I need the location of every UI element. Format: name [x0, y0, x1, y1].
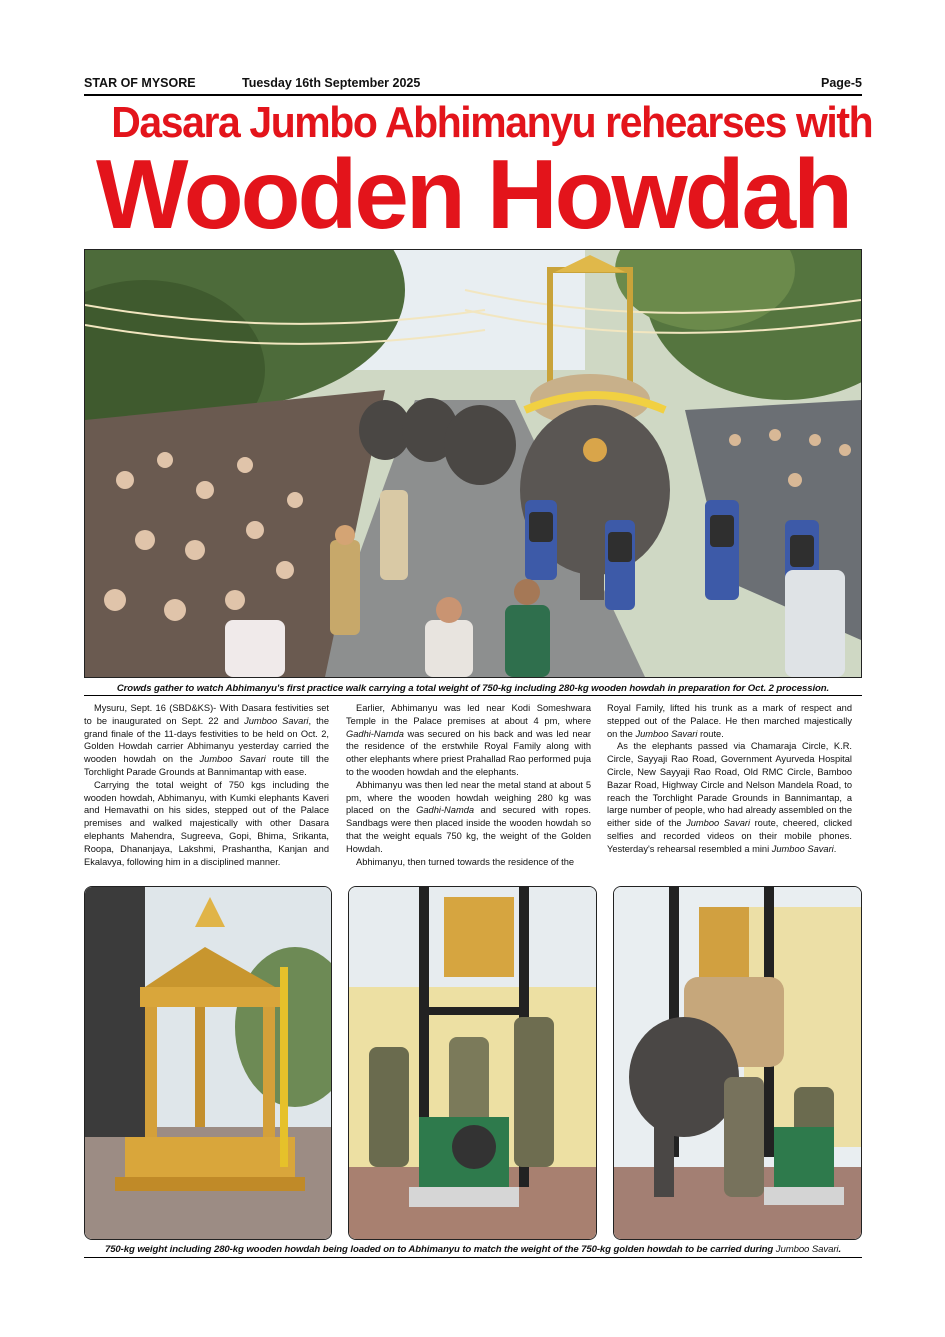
- bottom-photos-caption: [84, 1244, 862, 1255]
- article-column-1: [84, 702, 329, 868]
- caption-rule: [84, 695, 862, 696]
- article-paragraph: [84, 702, 329, 779]
- caption-text: 750-kg weight including 280-kg wooden howdah being loaded on to Abhimanyu to match the weight of the 750-kg golden howdah to be carried during: [104, 1244, 776, 1255]
- page-number: Page-5: [821, 76, 862, 90]
- article-column-3: [607, 702, 852, 856]
- article-paragraph: [607, 702, 852, 740]
- article-paragraph: Carrying the total weight of 750 kgs including the wooden howdah, Abhimanyu, with Kumki elephants Kaveri and Hemavathi on his sides, stepped out of the Palace premises and walked majestically with other Dasara elephants Mahendra, Sugreeva, Gopi, Bhima, Srikanta, Roopa, Dhananjaya, Lakshmi, Prashantha, Kanjan and Ekalavya, following him in a disciplined manner.: [84, 779, 329, 867]
- photo-crane-winch: [348, 886, 597, 1240]
- text-run: and secured with ropes. Sandbags were then placed inside the wooden howdah so that the weight equals 750 kg, the weight of the Golden Howdah.: [346, 805, 591, 854]
- main-photo-elephant-procession: [84, 249, 862, 678]
- text-run: was secured on his back and was led near the residence of the erstwhile Royal Family along with other elephants where priest Prahallad Rao performed puja to the wooden howdah and the elephants.: [346, 728, 591, 777]
- article-paragraph: Abhimanyu, then turned towards the residence of the: [356, 856, 575, 867]
- text-run-italic: Jumboo Savari: [635, 728, 698, 739]
- article-column-2: [346, 702, 591, 868]
- text-run: Mysuru, Sept. 16 (SBD&KS)- With Dasara festivities set to be inaugurated on Sept. 22 and: [84, 703, 329, 726]
- text-run-italic: Jumboo Savari: [686, 818, 751, 829]
- photo-wooden-howdah: [84, 886, 332, 1240]
- page-header: [84, 74, 862, 92]
- article-body: [84, 702, 862, 882]
- text-run-italic: Gadhi-Namda: [346, 728, 404, 739]
- bottom-rule: [84, 1257, 862, 1258]
- text-run-italic: Gadhi-Namda: [416, 805, 475, 816]
- headline-line-1: Dasara Jumbo Abhimanyu rehearses with: [111, 98, 873, 147]
- issue-date: Tuesday 16th September 2025: [242, 76, 421, 90]
- text-run-italic: Jumboo Savari: [244, 715, 309, 726]
- caption-text: .: [838, 1244, 842, 1255]
- article-paragraph: [607, 740, 852, 855]
- publication-name: STAR OF MYSORE: [84, 76, 196, 90]
- text-run: , the grand finale of the 11-days festivities to be held on Oct. 2, Golden Howdah carrier Abhimanyu yesterday carried the wooden howdah on the: [84, 715, 330, 765]
- photo-loading-howdah-onto-elephant: [613, 886, 862, 1240]
- text-run: route.: [697, 728, 724, 739]
- text-run: Abhimanyu was then led near the metal stand at about 5 pm, where the wooden howdah weighing 280 kg was placed on the: [346, 779, 591, 816]
- text-run: Royal Family, lifted his trunk as a mark of respect and stepped out of the Palace. He then marched majestically on the: [607, 703, 852, 739]
- text-run-italic: Jumboo Savari: [199, 754, 266, 765]
- header-rule: [84, 94, 862, 96]
- caption-text-italic: Jumboo Savari: [775, 1244, 839, 1255]
- article-paragraph: [346, 779, 591, 856]
- headline-line-2: Wooden Howdah: [96, 139, 850, 249]
- text-run-italic: Jumboo Savari: [771, 843, 834, 854]
- text-run: route, cheered, clicked selfies and recorded videos on their mobile phones. Yesterday's rehearsal resembled a mini: [607, 818, 852, 854]
- article-paragraph: [346, 702, 591, 779]
- text-run: Earlier, Abhimanyu was led near Kodi Someshwara Temple in the Palace premises at about 4 pm, where: [346, 703, 591, 726]
- text-run: As the elephants passed via Chamaraja Circle, K.R. Circle, Sayyaji Rao Road, Government Ayurveda Hospital Circle, New Sayyaji Rao Road, Old RMC Circle, Bamboo Bazar Road, Highway Circle and Nelson Mandela Road, to reach the Torchlight Parade Grounds in Bannimantap, a large number of people, who had already assembled on the either side of the: [607, 741, 852, 829]
- main-photo-caption: Crowds gather to watch Abhimanyu's first practice walk carrying a total weight of 750-kg including 280-kg wooden howdah in preparation for Oct. 2 procession.: [116, 683, 830, 694]
- text-run: .: [833, 843, 837, 854]
- text-run: route till the Torchlight Parade Grounds at Bannimantap with ease.: [84, 754, 329, 777]
